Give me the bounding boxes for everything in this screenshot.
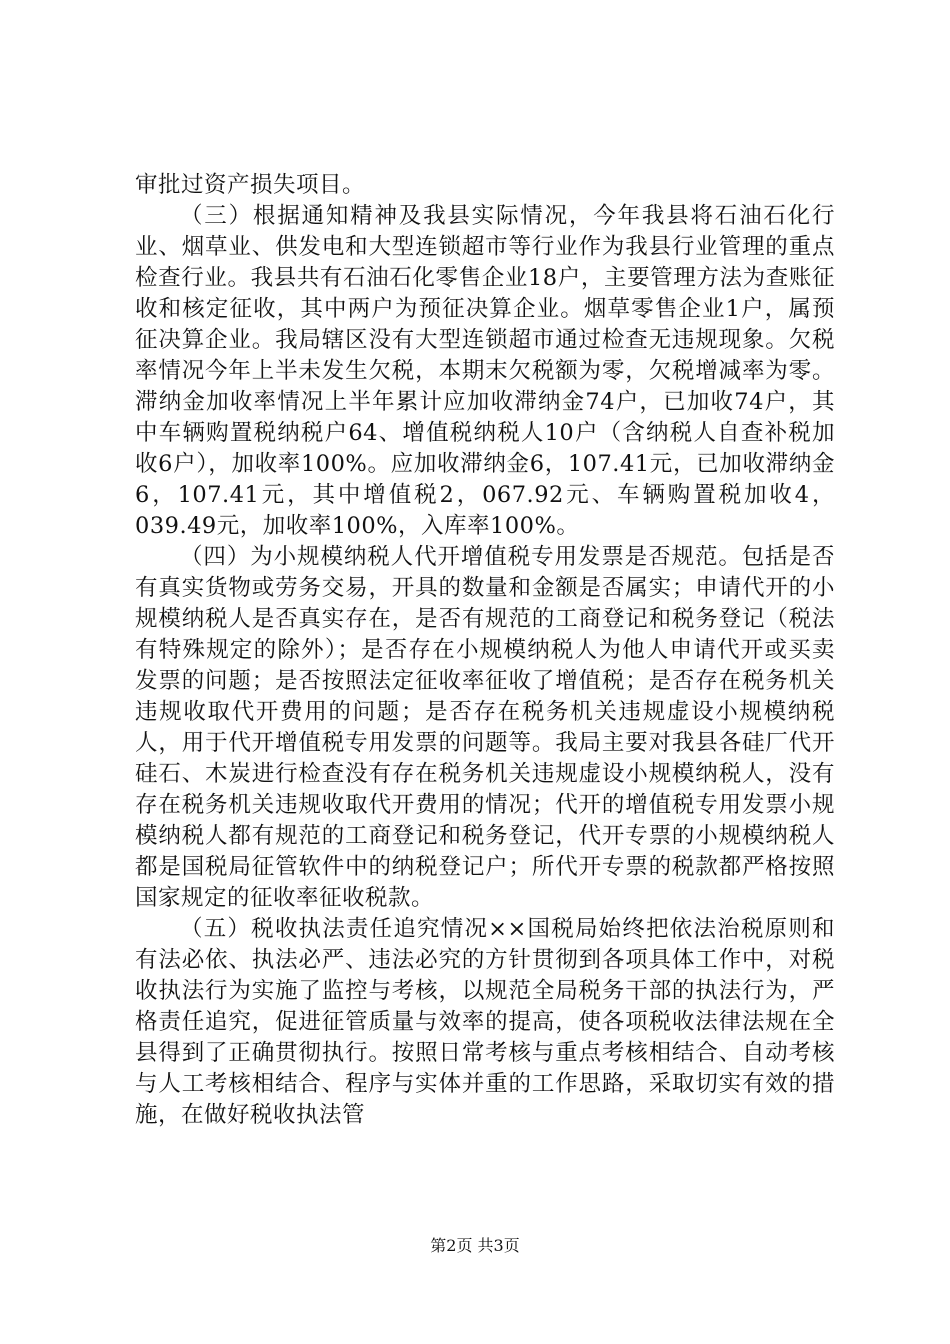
page-number-footer: 第2页 共3页 bbox=[430, 1236, 520, 1255]
document-body bbox=[135, 170, 835, 1131]
paragraph-continuation: 审批过资产损失项目。 bbox=[135, 172, 366, 198]
paragraph-section-3: （三）根据通知精神及我县实际情况，今年我县将石油石化行业、烟草业、供发电和大型连锁超市等行业作为我县行业管理的重点检查行业。我县共有石油石化零售企业18户，主要管理方法为查账征收和核定征收，其中两户为预征决算企业。烟草零售企业1户，属预征决算企业。我局辖区没有大型连锁超市通过检查无违规现象。欠税率情况今年上半未发生欠税，本期末欠税额为零，欠税增减率为零。滞纳金加收率情况上半年累计应加收滞纳金74户，已加收74户，其中车辆购置税纳税户64、增值税纳税人10户（含纳税人自查补税加收6户），加收率100%。应加收滞纳金6，107.41元，已加收滞纳金6，107.41元，其中增值税2，067.92元、车辆购置税加收4，039.49元，加收率100%，入库率100%。 bbox=[135, 203, 835, 539]
paragraph-section-4: （四）为小规模纳税人代开增值税专用发票是否规范。包括是否有真实货物或劳务交易，开具的数量和金额是否属实；申请代开的小规模纳税人是否真实存在，是否有规范的工商登记和税务登记（税法有特殊规定的除外）；是否存在小规模纳税人为他人申请代开或买卖发票的问题；是否按照法定征收率征收了增值税；是否存在税务机关违规收取代开费用的问题；是否存在税务机关违规虚设小规模纳税人，用于代开增值税专用发票的问题等。我局主要对我县各硅厂代开硅石、木炭进行检查没有存在税务机关违规虚设小规模纳税人，没有存在税务机关违规收取代开费用的情况；代开的增值税专用发票小规模纳税人都有规范的工商登记和税务登记，代开专票的小规模纳税人都是国税局征管软件中的纳税登记户；所代开专票的税款都严格按照国家规定的征收率征收税款。 bbox=[135, 544, 835, 911]
paragraph-section-5: （五）税收执法责任追究情况××国税局始终把依法治税原则和有法必依、执法必严、违法必究的方针贯彻到各项具体工作中，对税收执法行为实施了监控与考核，以规范全局税务干部的执法行为，严格责任追究，促进征管质量与效率的提高，使各项税收法律法规在全县得到了正确贯彻执行。按照日常考核与重点考核相结合、自动考核与人工考核相结合、程序与实体并重的工作思路，采取切实有效的措施，在做好税收执法管 bbox=[135, 916, 835, 1128]
